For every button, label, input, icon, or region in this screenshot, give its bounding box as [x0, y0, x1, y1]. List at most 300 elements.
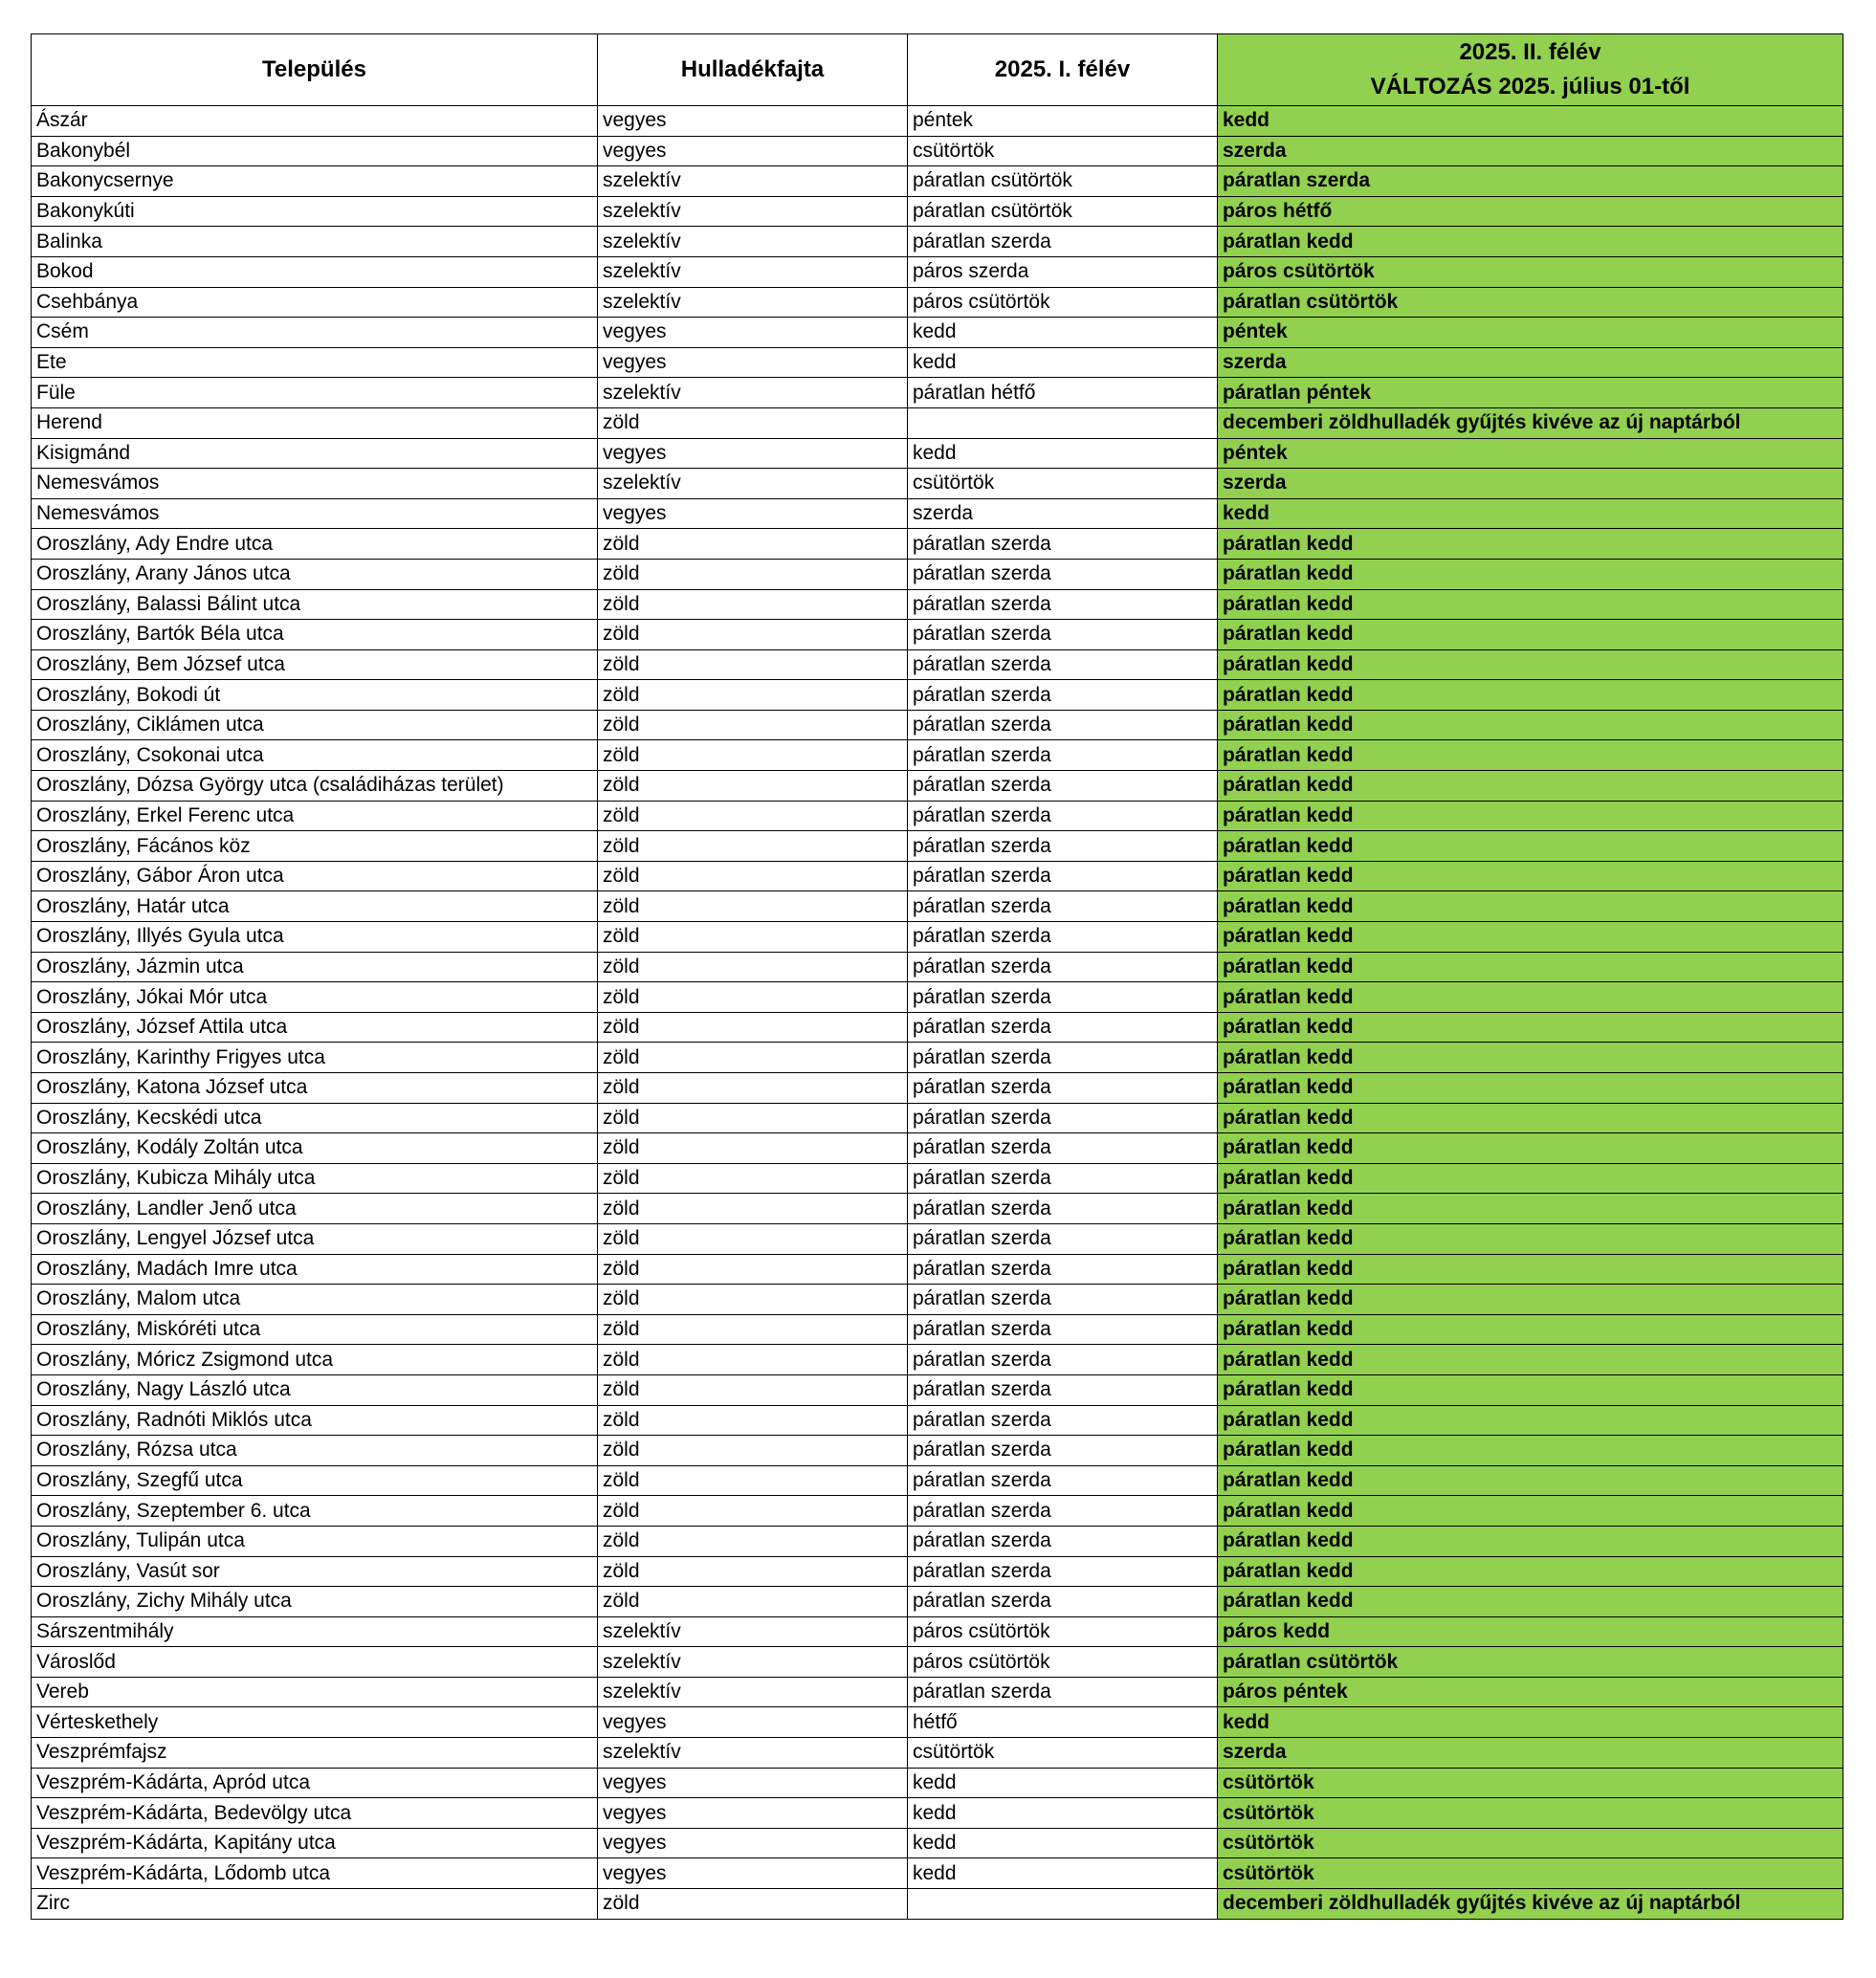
table-row	[32, 1254, 1843, 1285]
waste-type-cell: zöld	[598, 1163, 908, 1194]
second-half-cell: páratlan szerda	[1218, 166, 1843, 197]
table-row	[32, 287, 1843, 318]
second-half-cell: decemberi zöldhulladék gyűjtés kivéve az új naptárból	[1218, 407, 1843, 438]
second-half-cell: kedd	[1218, 1707, 1843, 1738]
first-half-cell: páratlan szerda	[908, 1465, 1218, 1496]
settlement-cell: Sárszentmihály	[32, 1616, 598, 1647]
second-half-cell: páratlan kedd	[1218, 891, 1843, 922]
second-half-cell: csütörtök	[1218, 1768, 1843, 1798]
waste-type-cell: vegyes	[598, 1707, 908, 1738]
waste-type-cell: zöld	[598, 407, 908, 438]
second-half-cell: csütörtök	[1218, 1798, 1843, 1829]
table-row	[32, 1436, 1843, 1466]
table-row	[32, 106, 1843, 137]
second-half-cell: szerda	[1218, 136, 1843, 166]
settlement-cell: Oroszlány, Fácános köz	[32, 831, 598, 862]
first-half-cell: páratlan szerda	[908, 227, 1218, 257]
table-row	[32, 256, 1843, 287]
settlement-cell: Csehbánya	[32, 287, 598, 318]
table-row	[32, 1043, 1843, 1073]
first-half-cell: páratlan szerda	[908, 1285, 1218, 1315]
second-half-cell: páros péntek	[1218, 1677, 1843, 1707]
waste-type-cell: zöld	[598, 1043, 908, 1073]
second-half-cell: páratlan kedd	[1218, 1405, 1843, 1436]
first-half-cell	[908, 1889, 1218, 1920]
settlement-cell: Nemesvámos	[32, 498, 598, 529]
waste-type-cell: zöld	[598, 1587, 908, 1617]
second-half-cell: páratlan kedd	[1218, 861, 1843, 891]
second-half-cell: páratlan kedd	[1218, 801, 1843, 831]
first-half-cell: páratlan szerda	[908, 1043, 1218, 1073]
settlement-cell: Ászár	[32, 106, 598, 137]
settlement-cell: Vérteskethely	[32, 1707, 598, 1738]
waste-type-cell: zöld	[598, 1223, 908, 1254]
second-half-cell: páratlan kedd	[1218, 1223, 1843, 1254]
second-half-cell: páratlan kedd	[1218, 227, 1843, 257]
second-half-cell: páratlan kedd	[1218, 1012, 1843, 1043]
table-row	[32, 498, 1843, 529]
waste-type-cell: zöld	[598, 831, 908, 862]
table-row	[32, 831, 1843, 862]
table-row	[32, 1828, 1843, 1858]
first-half-cell: páratlan szerda	[908, 529, 1218, 560]
second-half-cell: páratlan kedd	[1218, 559, 1843, 589]
table-row	[32, 771, 1843, 802]
header-second-half	[1218, 34, 1843, 106]
first-half-cell: páratlan szerda	[908, 1194, 1218, 1224]
waste-type-cell: zöld	[598, 922, 908, 953]
second-half-cell: páratlan csütörtök	[1218, 1647, 1843, 1678]
table-row	[32, 1012, 1843, 1043]
table-row	[32, 347, 1843, 378]
waste-type-cell: zöld	[598, 1103, 908, 1133]
settlement-cell: Oroszlány, Csokonai utca	[32, 740, 598, 771]
waste-type-cell: zöld	[598, 1194, 908, 1224]
settlement-cell: Oroszlány, Kodály Zoltán utca	[32, 1133, 598, 1164]
first-half-cell: páratlan szerda	[908, 1526, 1218, 1556]
first-half-cell: páratlan csütörtök	[908, 196, 1218, 227]
first-half-cell: hétfő	[908, 1707, 1218, 1738]
first-half-cell: csütörtök	[908, 136, 1218, 166]
waste-type-cell: zöld	[598, 952, 908, 982]
table-row	[32, 801, 1843, 831]
waste-type-cell: zöld	[598, 620, 908, 650]
first-half-cell: páratlan szerda	[908, 589, 1218, 620]
first-half-cell: kedd	[908, 347, 1218, 378]
table-row	[32, 529, 1843, 560]
table-row	[32, 740, 1843, 771]
second-half-cell: páratlan péntek	[1218, 378, 1843, 408]
second-half-cell: páros csütörtök	[1218, 256, 1843, 287]
settlement-cell: Oroszlány, Zichy Mihály utca	[32, 1587, 598, 1617]
settlement-cell: Veszprém-Kádárta, Lődomb utca	[32, 1858, 598, 1889]
settlement-cell: Oroszlány, Rózsa utca	[32, 1436, 598, 1466]
table-row	[32, 1314, 1843, 1345]
waste-type-cell: vegyes	[598, 347, 908, 378]
second-half-cell: páratlan kedd	[1218, 1163, 1843, 1194]
second-half-cell: páratlan kedd	[1218, 680, 1843, 711]
table-row	[32, 1556, 1843, 1587]
settlement-cell: Oroszlány, Kubicza Mihály utca	[32, 1163, 598, 1194]
first-half-cell: páratlan szerda	[908, 1405, 1218, 1436]
first-half-cell: kedd	[908, 1828, 1218, 1858]
table-row	[32, 438, 1843, 469]
table-row	[32, 922, 1843, 953]
first-half-cell: páratlan szerda	[908, 952, 1218, 982]
second-half-cell: páratlan kedd	[1218, 1556, 1843, 1587]
second-half-cell: páratlan csütörtök	[1218, 287, 1843, 318]
first-half-cell: páratlan szerda	[908, 1436, 1218, 1466]
settlement-cell: Oroszlány, Bokodi út	[32, 680, 598, 711]
table-row	[32, 1496, 1843, 1527]
table-row	[32, 861, 1843, 891]
first-half-cell: csütörtök	[908, 469, 1218, 499]
settlement-cell: Veszprémfajsz	[32, 1738, 598, 1769]
first-half-cell: páratlan szerda	[908, 771, 1218, 802]
settlement-cell: Oroszlány, Illyés Gyula utca	[32, 922, 598, 953]
table-row	[32, 1526, 1843, 1556]
settlement-cell: Oroszlány, Dózsa György utca (családiházas terület)	[32, 771, 598, 802]
first-half-cell: péntek	[908, 106, 1218, 137]
second-half-cell: páratlan kedd	[1218, 1526, 1843, 1556]
table-row	[32, 952, 1843, 982]
settlement-cell: Oroszlány, Szeptember 6. utca	[32, 1496, 598, 1527]
table-row	[32, 1647, 1843, 1678]
waste-type-cell: vegyes	[598, 1828, 908, 1858]
waste-type-cell: zöld	[598, 1436, 908, 1466]
settlement-cell: Bakonykúti	[32, 196, 598, 227]
waste-type-cell: zöld	[598, 861, 908, 891]
settlement-cell: Oroszlány, Miskóréti utca	[32, 1314, 598, 1345]
second-half-cell: páratlan kedd	[1218, 982, 1843, 1013]
first-half-cell: páros csütörtök	[908, 287, 1218, 318]
waste-type-cell: zöld	[598, 1254, 908, 1285]
first-half-cell: páratlan csütörtök	[908, 166, 1218, 197]
waste-type-cell: szelektív	[598, 378, 908, 408]
header-change-note: VÁLTOZÁS 2025. július 01-től	[1370, 74, 1690, 99]
table-row	[32, 1163, 1843, 1194]
settlement-cell: Oroszlány, Gábor Áron utca	[32, 861, 598, 891]
table-row	[32, 1707, 1843, 1738]
table-row	[32, 1285, 1843, 1315]
settlement-cell: Oroszlány, Határ utca	[32, 891, 598, 922]
settlement-cell: Oroszlány, Madách Imre utca	[32, 1254, 598, 1285]
second-half-cell: páratlan kedd	[1218, 922, 1843, 953]
second-half-cell: páratlan kedd	[1218, 1436, 1843, 1466]
second-half-cell: páratlan kedd	[1218, 1043, 1843, 1073]
settlement-cell: Herend	[32, 407, 598, 438]
table-body	[32, 106, 1843, 1920]
first-half-cell: páratlan szerda	[908, 1677, 1218, 1707]
settlement-cell: Csém	[32, 318, 598, 348]
table-row	[32, 620, 1843, 650]
table-row	[32, 589, 1843, 620]
table-row	[32, 1133, 1843, 1164]
table-row	[32, 1677, 1843, 1707]
schedule-table	[31, 33, 1843, 1920]
table-row	[32, 982, 1843, 1013]
second-half-cell: páratlan kedd	[1218, 529, 1843, 560]
first-half-cell: kedd	[908, 1768, 1218, 1798]
table-row	[32, 710, 1843, 740]
settlement-cell: Oroszlány, Katona József utca	[32, 1073, 598, 1104]
settlement-cell: Oroszlány, Arany János utca	[32, 559, 598, 589]
second-half-cell: páratlan kedd	[1218, 1587, 1843, 1617]
header-row	[32, 34, 1843, 106]
waste-type-cell: szelektív	[598, 256, 908, 287]
first-half-cell: páratlan szerda	[908, 891, 1218, 922]
first-half-cell: kedd	[908, 1858, 1218, 1889]
first-half-cell: szerda	[908, 498, 1218, 529]
table-row	[32, 1374, 1843, 1405]
settlement-cell: Oroszlány, Ady Endre utca	[32, 529, 598, 560]
waste-type-cell: zöld	[598, 1465, 908, 1496]
second-half-cell: szerda	[1218, 1738, 1843, 1769]
second-half-cell: páros kedd	[1218, 1616, 1843, 1647]
table-row	[32, 196, 1843, 227]
first-half-cell: páratlan szerda	[908, 1163, 1218, 1194]
waste-type-cell: zöld	[598, 1496, 908, 1527]
settlement-cell: Oroszlány, Nagy László utca	[32, 1374, 598, 1405]
first-half-cell: páratlan hétfő	[908, 378, 1218, 408]
waste-type-cell: szelektív	[598, 287, 908, 318]
settlement-cell: Bokod	[32, 256, 598, 287]
settlement-cell: Oroszlány, Szegfű utca	[32, 1465, 598, 1496]
table-row	[32, 469, 1843, 499]
first-half-cell: páratlan szerda	[908, 982, 1218, 1013]
first-half-cell: páratlan szerda	[908, 740, 1218, 771]
first-half-cell: kedd	[908, 1798, 1218, 1829]
first-half-cell: páratlan szerda	[908, 680, 1218, 711]
first-half-cell: páros csütörtök	[908, 1616, 1218, 1647]
second-half-cell: csütörtök	[1218, 1828, 1843, 1858]
second-half-cell: decemberi zöldhulladék gyűjtés kivéve az új naptárból	[1218, 1889, 1843, 1920]
first-half-cell: páratlan szerda	[908, 1345, 1218, 1375]
first-half-cell: páratlan szerda	[908, 922, 1218, 953]
waste-type-cell: vegyes	[598, 136, 908, 166]
first-half-cell: páratlan szerda	[908, 1496, 1218, 1527]
settlement-cell: Oroszlány, Tulipán utca	[32, 1526, 598, 1556]
settlement-cell: Veszprém-Kádárta, Apród utca	[32, 1768, 598, 1798]
settlement-cell: Bakonybél	[32, 136, 598, 166]
second-half-cell: páratlan kedd	[1218, 952, 1843, 982]
first-half-cell: páratlan szerda	[908, 1103, 1218, 1133]
first-half-cell: páratlan szerda	[908, 861, 1218, 891]
table-row	[32, 1738, 1843, 1769]
waste-type-cell: vegyes	[598, 318, 908, 348]
waste-type-cell: zöld	[598, 891, 908, 922]
waste-type-cell: vegyes	[598, 1798, 908, 1829]
settlement-cell: Oroszlány, Jázmin utca	[32, 952, 598, 982]
waste-type-cell: zöld	[598, 1526, 908, 1556]
first-half-cell: páratlan szerda	[908, 831, 1218, 862]
waste-type-cell: zöld	[598, 529, 908, 560]
waste-type-cell: szelektív	[598, 166, 908, 197]
waste-type-cell: zöld	[598, 710, 908, 740]
settlement-cell: Kisigmánd	[32, 438, 598, 469]
waste-type-cell: zöld	[598, 771, 908, 802]
header-settlement: Település	[32, 34, 598, 106]
first-half-cell: páratlan szerda	[908, 1314, 1218, 1345]
second-half-cell: kedd	[1218, 106, 1843, 137]
settlement-cell: Veszprém-Kádárta, Bedevölgy utca	[32, 1798, 598, 1829]
settlement-cell: Oroszlány, Erkel Ferenc utca	[32, 801, 598, 831]
waste-type-cell: zöld	[598, 1556, 908, 1587]
first-half-cell: páratlan szerda	[908, 801, 1218, 831]
waste-type-cell: zöld	[598, 1012, 908, 1043]
second-half-cell: páratlan kedd	[1218, 620, 1843, 650]
settlement-cell: Vereb	[32, 1677, 598, 1707]
second-half-cell: páratlan kedd	[1218, 1103, 1843, 1133]
waste-type-cell: szelektív	[598, 1677, 908, 1707]
second-half-cell: páratlan kedd	[1218, 1374, 1843, 1405]
waste-type-cell: vegyes	[598, 498, 908, 529]
waste-type-cell: szelektív	[598, 1738, 908, 1769]
waste-type-cell: zöld	[598, 559, 908, 589]
second-half-cell: páratlan kedd	[1218, 1314, 1843, 1345]
settlement-cell: Oroszlány, Vasút sor	[32, 1556, 598, 1587]
table-row	[32, 559, 1843, 589]
settlement-cell: Oroszlány, Lengyel József utca	[32, 1223, 598, 1254]
settlement-cell: Városlőd	[32, 1647, 598, 1678]
first-half-cell: páratlan szerda	[908, 1012, 1218, 1043]
waste-type-cell: zöld	[598, 589, 908, 620]
second-half-cell: páratlan kedd	[1218, 1073, 1843, 1104]
table-row	[32, 378, 1843, 408]
settlement-cell: Ete	[32, 347, 598, 378]
second-half-cell: páratlan kedd	[1218, 589, 1843, 620]
table-row	[32, 1194, 1843, 1224]
settlement-cell: Zirc	[32, 1889, 598, 1920]
table-row	[32, 1768, 1843, 1798]
table-row	[32, 1587, 1843, 1617]
waste-type-cell: zöld	[598, 1073, 908, 1104]
header-waste-type: Hulladékfajta	[598, 34, 908, 106]
first-half-cell: páros szerda	[908, 256, 1218, 287]
waste-type-cell: zöld	[598, 1374, 908, 1405]
first-half-cell	[908, 407, 1218, 438]
table-row	[32, 166, 1843, 197]
second-half-cell: páratlan kedd	[1218, 771, 1843, 802]
second-half-cell: péntek	[1218, 318, 1843, 348]
second-half-cell: páratlan kedd	[1218, 1465, 1843, 1496]
waste-type-cell: szelektív	[598, 196, 908, 227]
second-half-cell: péntek	[1218, 438, 1843, 469]
waste-type-cell: zöld	[598, 1314, 908, 1345]
header-second-half-title: 2025. II. félév	[1459, 39, 1601, 65]
settlement-cell: Oroszlány, Balassi Bálint utca	[32, 589, 598, 620]
waste-type-cell: szelektív	[598, 1616, 908, 1647]
table-row	[32, 1103, 1843, 1133]
waste-type-cell: vegyes	[598, 1768, 908, 1798]
waste-type-cell: zöld	[598, 1889, 908, 1920]
first-half-cell: páratlan szerda	[908, 1133, 1218, 1164]
waste-type-cell: zöld	[598, 1285, 908, 1315]
second-half-cell: csütörtök	[1218, 1858, 1843, 1889]
second-half-cell: szerda	[1218, 347, 1843, 378]
second-half-cell: szerda	[1218, 469, 1843, 499]
second-half-cell: páratlan kedd	[1218, 740, 1843, 771]
table-row	[32, 1345, 1843, 1375]
second-half-cell: páratlan kedd	[1218, 1194, 1843, 1224]
settlement-cell: Nemesvámos	[32, 469, 598, 499]
table-row	[32, 407, 1843, 438]
table-row	[32, 227, 1843, 257]
second-half-cell: páratlan kedd	[1218, 1133, 1843, 1164]
first-half-cell: páratlan szerda	[908, 649, 1218, 680]
header-first-half: 2025. I. félév	[908, 34, 1218, 106]
table-row	[32, 1223, 1843, 1254]
settlement-cell: Oroszlány, Landler Jenő utca	[32, 1194, 598, 1224]
settlement-cell: Bakonycsernye	[32, 166, 598, 197]
second-half-cell: páratlan kedd	[1218, 649, 1843, 680]
waste-type-cell: zöld	[598, 1405, 908, 1436]
waste-type-cell: vegyes	[598, 106, 908, 137]
waste-type-cell: vegyes	[598, 438, 908, 469]
second-half-cell: páratlan kedd	[1218, 1345, 1843, 1375]
settlement-cell: Oroszlány, Karinthy Frigyes utca	[32, 1043, 598, 1073]
first-half-cell: páratlan szerda	[908, 1556, 1218, 1587]
second-half-cell: páratlan kedd	[1218, 1254, 1843, 1285]
waste-type-cell: zöld	[598, 1345, 908, 1375]
settlement-cell: Oroszlány, Bartók Béla utca	[32, 620, 598, 650]
second-half-cell: páratlan kedd	[1218, 1285, 1843, 1315]
first-half-cell: páratlan szerda	[908, 1587, 1218, 1617]
waste-type-cell: zöld	[598, 982, 908, 1013]
table-row	[32, 1798, 1843, 1829]
settlement-cell: Füle	[32, 378, 598, 408]
first-half-cell: csütörtök	[908, 1738, 1218, 1769]
first-half-cell: páratlan szerda	[908, 1073, 1218, 1104]
table-row	[32, 1616, 1843, 1647]
second-half-cell: kedd	[1218, 498, 1843, 529]
table-row	[32, 1073, 1843, 1104]
table-row	[32, 649, 1843, 680]
first-half-cell: páratlan szerda	[908, 1223, 1218, 1254]
settlement-cell: Oroszlány, Ciklámen utca	[32, 710, 598, 740]
waste-type-cell: szelektív	[598, 1647, 908, 1678]
first-half-cell: páratlan szerda	[908, 620, 1218, 650]
table-row	[32, 1858, 1843, 1889]
table-row	[32, 680, 1843, 711]
first-half-cell: páratlan szerda	[908, 559, 1218, 589]
settlement-cell: Oroszlány, Móricz Zsigmond utca	[32, 1345, 598, 1375]
settlement-cell: Veszprém-Kádárta, Kapitány utca	[32, 1828, 598, 1858]
second-half-cell: páros hétfő	[1218, 196, 1843, 227]
settlement-cell: Oroszlány, Radnóti Miklós utca	[32, 1405, 598, 1436]
table-row	[32, 1889, 1843, 1920]
first-half-cell: kedd	[908, 438, 1218, 469]
first-half-cell: páratlan szerda	[908, 1374, 1218, 1405]
table-row	[32, 136, 1843, 166]
settlement-cell: Oroszlány, Kecskédi utca	[32, 1103, 598, 1133]
waste-type-cell: zöld	[598, 1133, 908, 1164]
waste-type-cell: szelektív	[598, 227, 908, 257]
first-half-cell: páros csütörtök	[908, 1647, 1218, 1678]
waste-type-cell: zöld	[598, 801, 908, 831]
second-half-cell: páratlan kedd	[1218, 710, 1843, 740]
second-half-cell: páratlan kedd	[1218, 831, 1843, 862]
waste-type-cell: zöld	[598, 740, 908, 771]
table-row	[32, 318, 1843, 348]
second-half-cell: páratlan kedd	[1218, 1496, 1843, 1527]
first-half-cell: kedd	[908, 318, 1218, 348]
table-row	[32, 1405, 1843, 1436]
waste-type-cell: zöld	[598, 649, 908, 680]
waste-type-cell: szelektív	[598, 469, 908, 499]
waste-type-cell: zöld	[598, 680, 908, 711]
waste-type-cell: vegyes	[598, 1858, 908, 1889]
